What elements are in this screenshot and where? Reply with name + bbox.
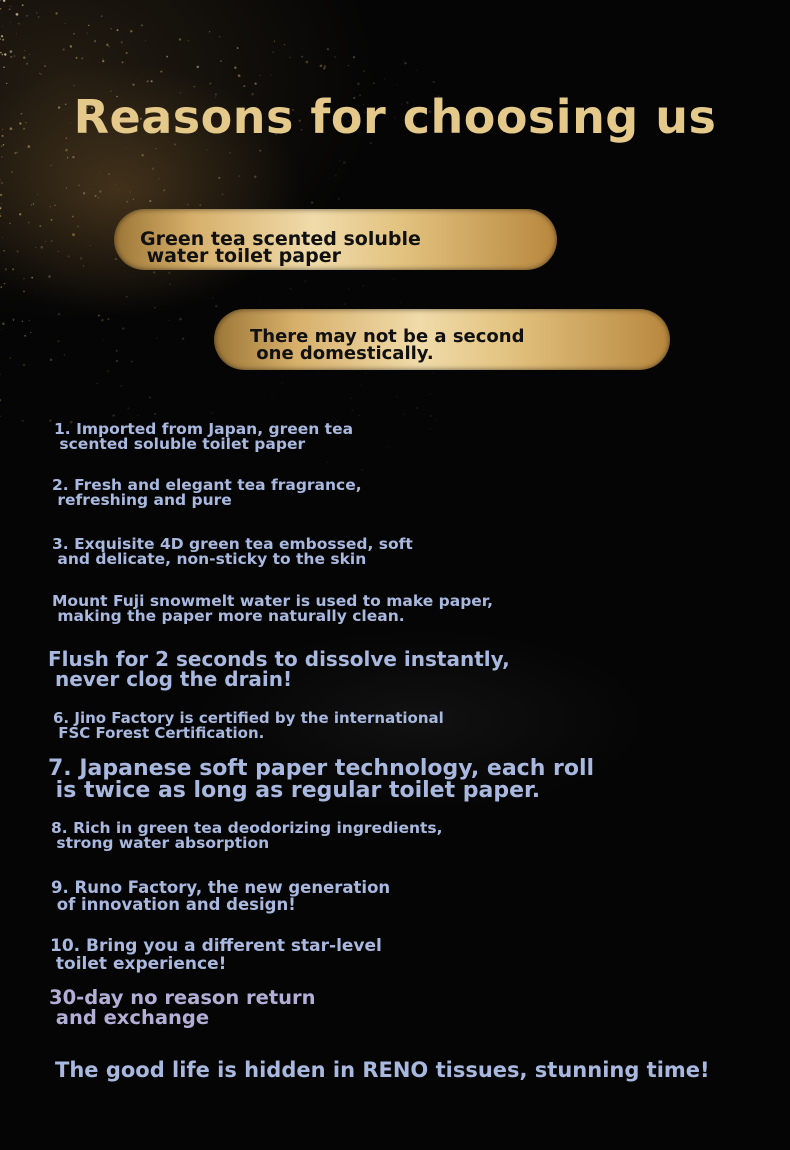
page-title: Reasons for choosing us (73, 90, 717, 144)
reason-item-10: 10. Bring you a different star-level toilet experience! (50, 936, 382, 974)
reason-item-2: 2. Fresh and elegant tea fragrance, refreshing and pure (52, 476, 362, 509)
reason-item-5: Flush for 2 seconds to dissolve instantly, never clog the drain! (48, 647, 510, 691)
reason-item-9: 9. Runo Factory, the new generation of innovation and design! (51, 878, 391, 914)
badge-green-tea (114, 209, 557, 270)
reason-item-7: 7. Japanese soft paper technology, each roll is twice as long as regular toilet paper. (48, 756, 595, 803)
badge-no-second-label: There may not be a second one domestically. (250, 326, 525, 364)
reason-item-3: 3. Exquisite 4D green tea embossed, soft and delicate, non-sticky to the skin (52, 535, 413, 568)
badge-no-second (214, 309, 670, 370)
badge-green-tea-label: Green tea scented soluble water toilet paper (140, 228, 421, 267)
reason-item-1: 1. Imported from Japan, green tea scented soluble toilet paper (54, 420, 354, 453)
reason-item-4: Mount Fuji snowmelt water is used to make paper, making the paper more naturally clean. (52, 592, 494, 625)
reason-item-8: 8. Rich in green tea deodorizing ingredients, strong water absorption (51, 819, 443, 852)
footer-slogan: The good life is hidden in RENO tissues, stunning time! (55, 1058, 710, 1082)
reason-item-6: 6. Jino Factory is certified by the international FSC Forest Certification. (53, 709, 444, 742)
reason-item-return: 30-day no reason return and exchange (49, 986, 316, 1029)
